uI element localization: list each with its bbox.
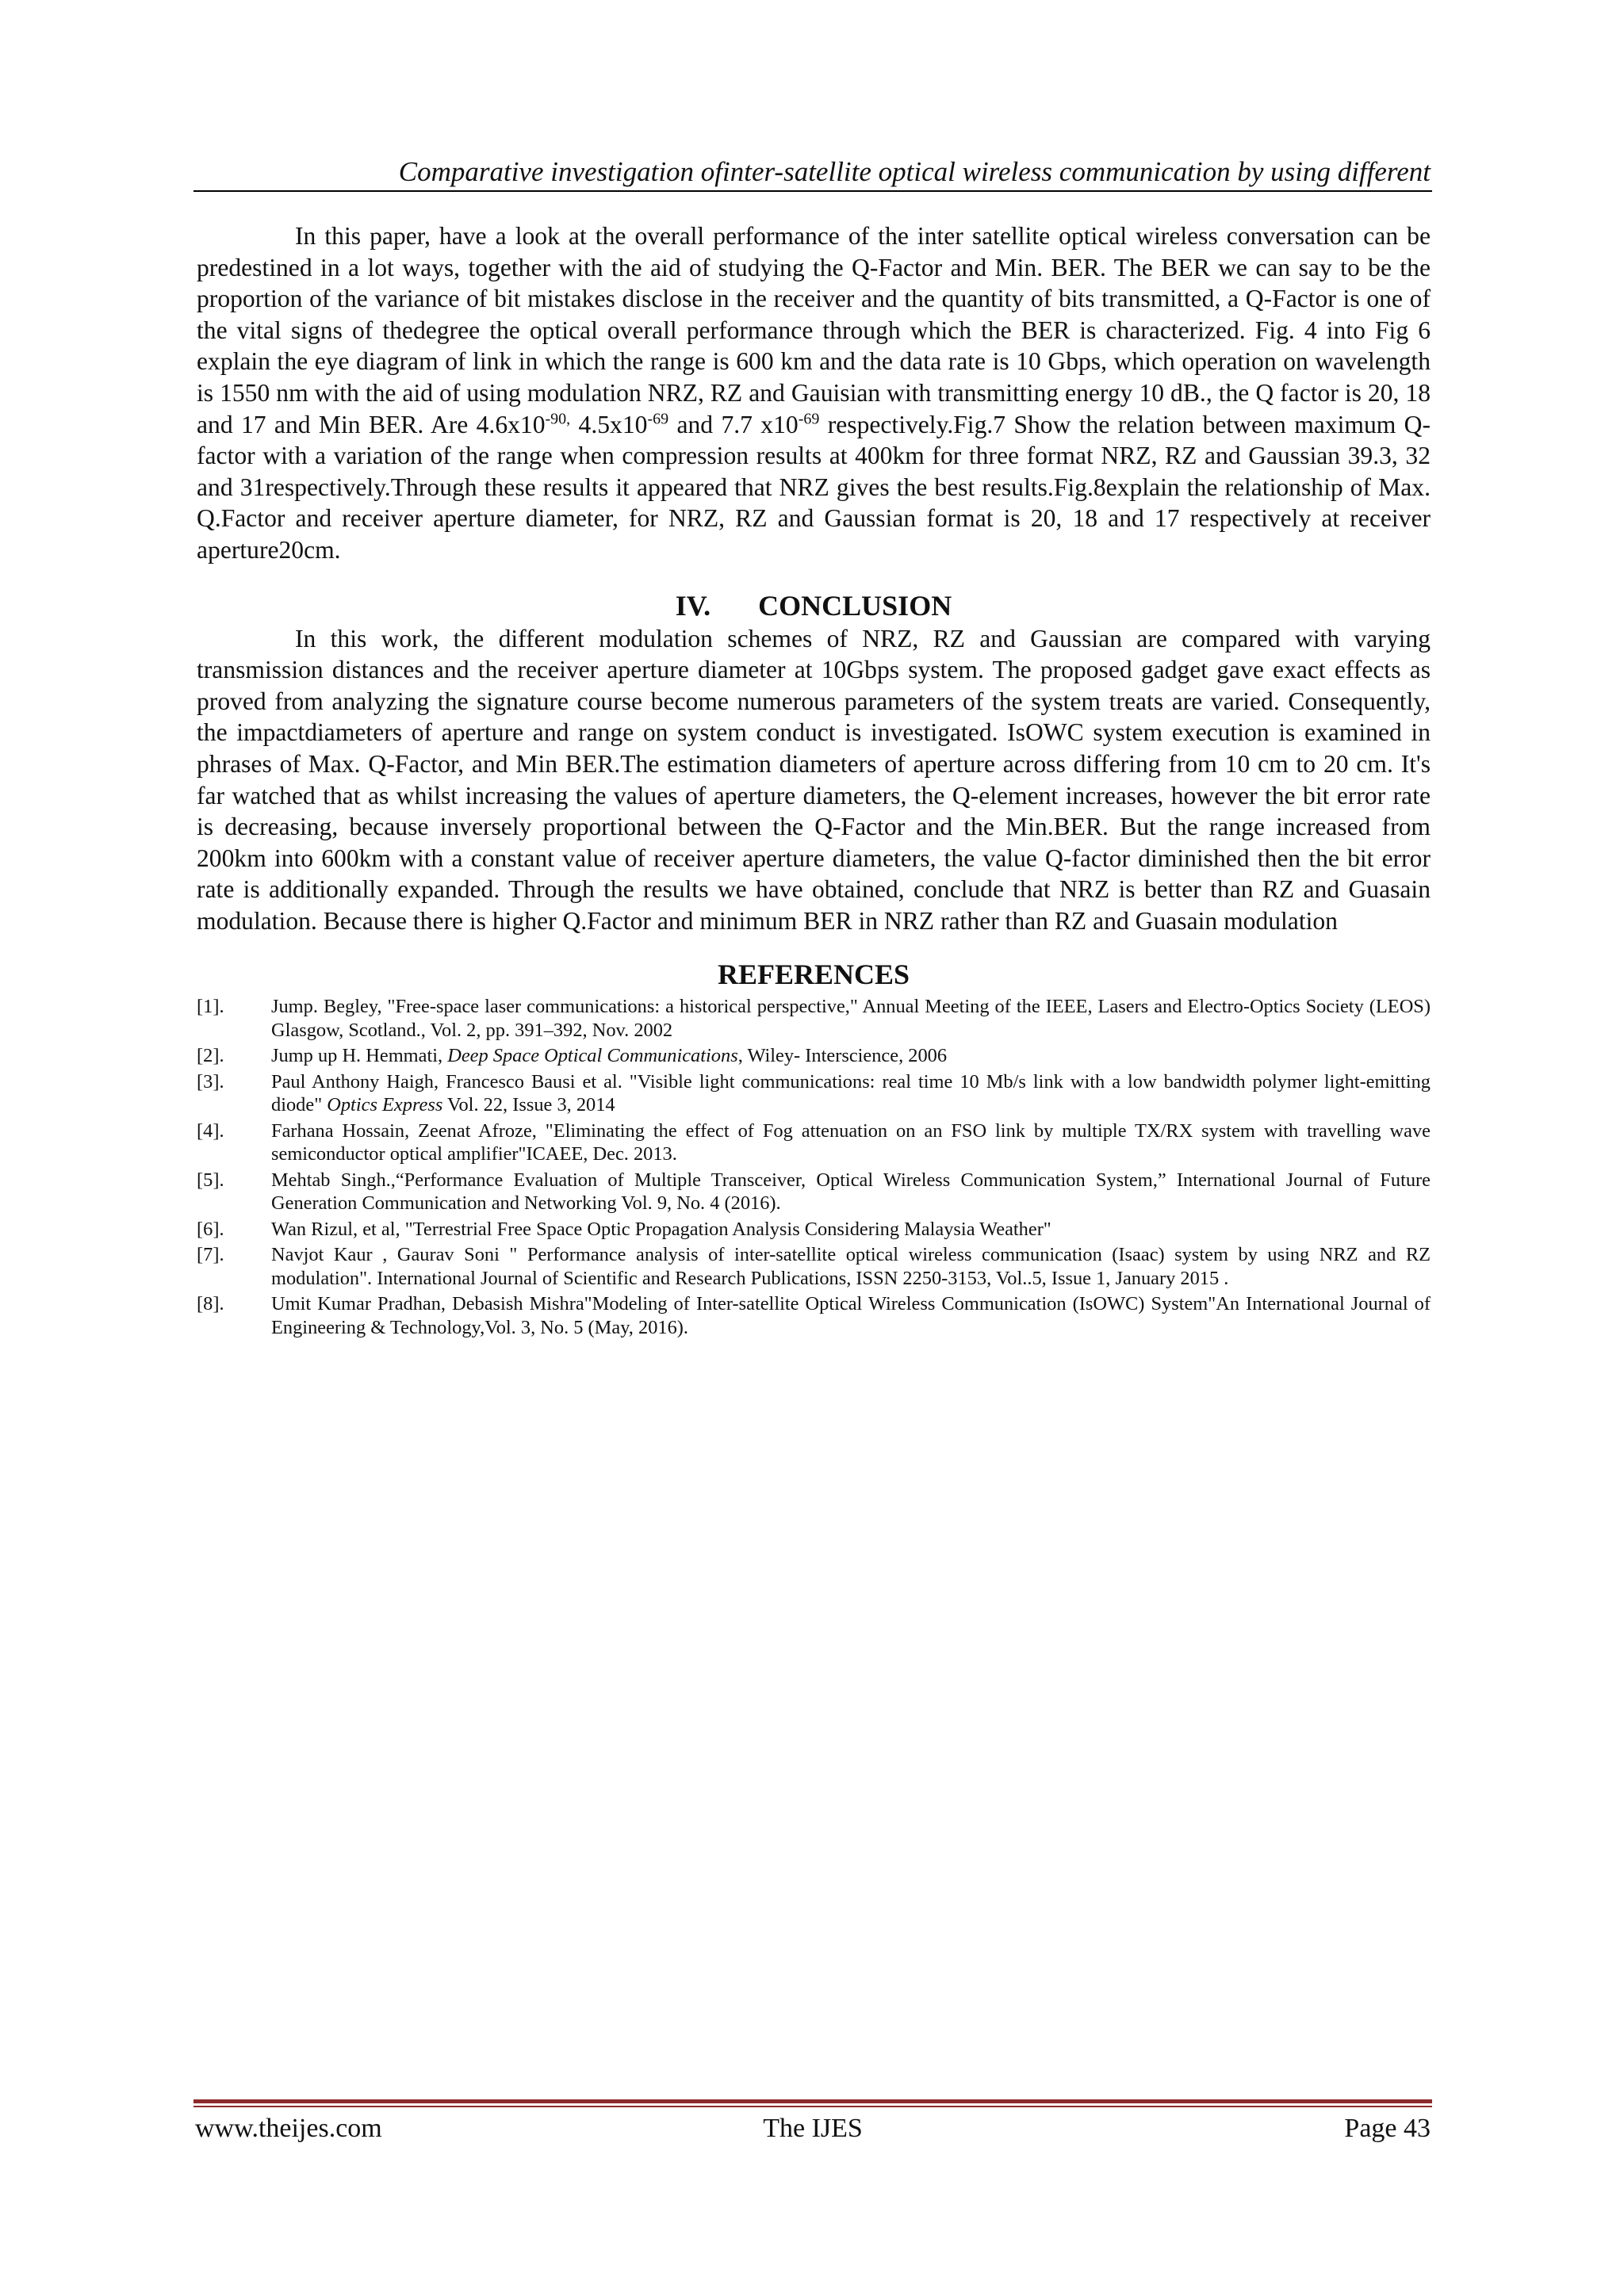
reference-item xyxy=(197,1044,1431,1068)
reference-text xyxy=(271,1243,1431,1290)
reference-text-part: Umit Kumar Pradhan, Debasish Mishra"Modeling of Inter-satellite Optical Wireless Communication (IsOWC) System"An International Journal of Engineering & Technology,Vol. 3, No. 5 (May, 2016). xyxy=(271,1293,1431,1338)
references-heading: REFERENCES xyxy=(717,959,910,991)
page-content xyxy=(197,220,1431,1341)
reference-item xyxy=(197,1243,1431,1290)
reference-text xyxy=(271,995,1431,1042)
footer-divider-thick xyxy=(193,2099,1432,2103)
footer-journal: The IJES xyxy=(763,2114,863,2143)
reference-text-part: , Wiley- Interscience, 2006 xyxy=(737,1045,948,1067)
reference-number: [3]. xyxy=(197,1070,224,1093)
superscript-exponent: -90, xyxy=(545,410,571,428)
reference-number: [5]. xyxy=(197,1169,224,1191)
reference-text-part: Jump. Begley, "Free-space laser communications: a historical perspective," Annual Meeting of the IEEE, Lasers and Electro-Optics Society (LEOS) Glasgow, Scotland., Vol. 2, pp. 391–392, Nov. 2002 xyxy=(271,996,1431,1041)
page-footer xyxy=(195,2112,1431,2147)
reference-text-part: Vol. 22, Issue 3, 2014 xyxy=(442,1094,615,1116)
section-title: CONCLUSION xyxy=(758,589,952,622)
reference-number: [8]. xyxy=(197,1293,224,1315)
reference-item xyxy=(197,1070,1431,1117)
reference-number: [2]. xyxy=(197,1045,224,1067)
reference-italic-title: Optics Express xyxy=(327,1094,443,1116)
reference-text-part: Wan Rizul, et al, "Terrestrial Free Space Optic Propagation Analysis Considering Malaysia Weather" xyxy=(271,1218,1051,1240)
reference-text-part: Farhana Hossain, Zeenat Afroze, "Eliminating the effect of Fog attenuation on an FSO link by multiple TX/RX system with travelling wave semiconductor optical amplifier"ICAEE, Dec. 2013. xyxy=(271,1119,1431,1165)
reference-item xyxy=(197,1169,1431,1215)
reference-text-part: Navjot Kaur , Gaurav Soni " Performance analysis of inter-satellite optical wireless communication (Isaac) system by using NRZ and RZ modulation". International Journal of Scientific and Research Publications, ISSN 2250-3153, Vol..5, Issue 1, January 2015 . xyxy=(271,1244,1431,1289)
footer-divider-thin xyxy=(193,2106,1432,2107)
reference-item xyxy=(197,1292,1431,1339)
reference-text xyxy=(271,1044,1431,1068)
reference-text xyxy=(271,1119,1431,1166)
reference-number: [7]. xyxy=(197,1244,224,1266)
header-divider xyxy=(193,190,1432,192)
reference-text-part: Paul Anthony Haigh, Francesco Bausi et al. "Visible light communications: real time 10 Mb/s link with a low bandwidth polymer light-emitting diode" xyxy=(271,1070,1431,1116)
conclusion-paragraph: In this work, the different modulation schemes of NRZ, RZ and Gaussian are compared with varying transmission distances and the receiver aperture diameter at 10Gbps system. The proposed gadget gave exact effects as proved from analyzing the signature course become numerous parameters of the system treats are varied. Consequently, the impactdiameters of aperture and range on system conduct is investigated. IsOWC system execution is examined in phrases of Max. Q-Factor, and Min BER.The estimation diameters of aperture across differing from 10 cm to 20 cm. It's far watched that as whilst increasing the values of aperture diameters, the Q-element increases, however the bit error rate is decreasing, because inversely proportional between the Q-Factor and the Min.BER. But the range increased from 200km into 600km with a constant value of receiver aperture diameters, the value Q-factor diminished then the bit error rate is additionally expanded. Through the results we have obtained, conclude that NRZ is better than RZ and Guasain modulation. Because there is higher Q.Factor and minimum BER in NRZ rather than RZ and Guasain modulation xyxy=(197,624,1431,935)
footer-website: www.theijes.com xyxy=(195,2114,382,2143)
reference-number: [6]. xyxy=(197,1218,224,1240)
superscript-exponent: -69 xyxy=(647,410,669,428)
running-header-title: Comparative investigation ofinter-satellite optical wireless communication by using different xyxy=(398,156,1431,187)
reference-text xyxy=(271,1218,1431,1242)
reference-number: [4]. xyxy=(197,1119,224,1142)
section-number: IV. xyxy=(675,589,711,622)
results-text-2: 4.5x10 xyxy=(570,410,648,438)
references-list xyxy=(197,995,1431,1339)
footer-page-number: Page 43 xyxy=(1344,2114,1431,2143)
reference-item xyxy=(197,1119,1431,1166)
reference-text-part: Mehtab Singh.,“Performance Evaluation of Multiple Transceiver, Optical Wireless Communication System,” International Journal of Future Generation Communication and Networking Vol. 9, No. 4 (2016). xyxy=(271,1169,1431,1215)
reference-text xyxy=(271,1070,1431,1117)
results-text-4: respectively.Fig.7 Show the relation between maximum Q-factor with a variation of the range when compression results at 400km for three format NRZ, RZ and Gaussian 39.3, 32 and 31respectively.Through these results it appeared that NRZ gives the best results.Fig.8explain the relationship of Max. Q.Factor and receiver aperture diameter, for NRZ, RZ and Gaussian format is 20, 18 and 17 respectively at receiver aperture20cm. xyxy=(197,410,1431,564)
reference-item xyxy=(197,995,1431,1042)
reference-text xyxy=(271,1292,1431,1339)
results-text-1: In this paper, have a look at the overall performance of the inter satellite optical wireless conversation can be predestined in a lot ways, together with the aid of studying the Q-Factor and Min. BER. The BER we can say to be the proportion of the variance of bit mistakes disclose in the receiver and the quantity of bits transmitted, a Q-Factor is one of the vital signs of thedegree the optical overall performance through which the BER is characterized. Fig. 4 into Fig 6 explain the eye diagram of link in which the range is 600 km and the data rate is 10 Gbps, which operation on wavelength is 1550 nm with the aid of using modulation NRZ, RZ and Gauisian with transmitting energy 10 dB., the Q factor is 20, 18 and 17 and Min BER. Are 4.6x10 xyxy=(197,222,1431,438)
reference-item xyxy=(197,1218,1431,1242)
reference-italic-title: Deep Space Optical Communications xyxy=(447,1045,738,1067)
reference-number: [1]. xyxy=(197,996,224,1018)
results-paragraph xyxy=(197,220,1431,566)
superscript-exponent: -69 xyxy=(798,410,820,428)
reference-text-part: Jump up H. Hemmati, xyxy=(271,1045,448,1067)
reference-text xyxy=(271,1169,1431,1215)
conclusion-heading xyxy=(197,588,1431,623)
results-text-3: and 7.7 x10 xyxy=(668,410,799,438)
